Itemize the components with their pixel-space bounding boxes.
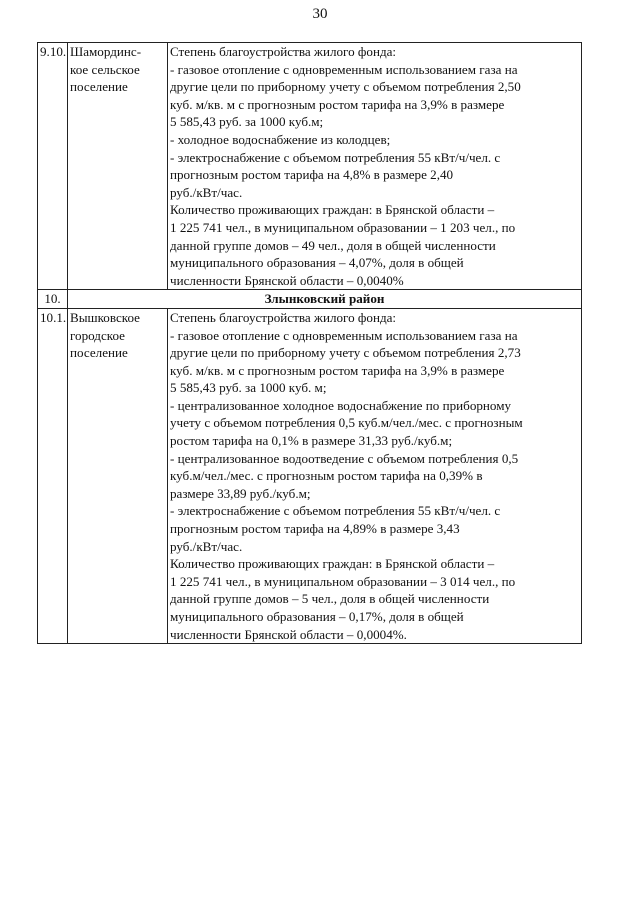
text-line: численности Брянской области – 0,0040% — [170, 272, 404, 288]
text-line: численности Брянской области – 0,0004%. — [170, 626, 407, 642]
row-number: 9.10. — [38, 43, 68, 290]
name-line: Шамординс- — [70, 44, 142, 59]
text-line: Количество проживающих граждан: в Брянской области – — [170, 556, 495, 572]
table-row — [38, 308, 582, 643]
text-line: - газовое отопление с одновременным использованием газа на — [170, 61, 518, 77]
text-line: данной группе домов – 5 чел., доля в общей численности — [170, 591, 490, 607]
text-line: 1 225 741 чел., в муниципальном образовании – 3 014 чел., по — [170, 573, 516, 589]
text-line: руб./кВт/час. — [170, 184, 243, 200]
text-line: куб. м/кв. м с прогнозным ростом тарифа на 3,9% в размере — [170, 96, 505, 112]
text-line: размере 33,89 руб./куб.м; — [170, 485, 311, 501]
description-cell — [168, 43, 582, 290]
text-line: прогнозным ростом тарифа на 4,89% в размере 3,43 — [170, 521, 460, 537]
name-line: поселение — [70, 79, 128, 95]
table-row — [38, 43, 582, 290]
text-line: Степень благоустройства жилого фонда: — [170, 309, 397, 325]
name-line: Вышковское — [70, 309, 140, 325]
settlement-name — [68, 43, 168, 290]
text-line: руб./кВт/час. — [170, 538, 243, 554]
text-line: Степень благоустройства жилого фонда: — [170, 44, 397, 59]
text-line: данной группе домов – 49 чел., доля в общей численности — [170, 237, 496, 253]
row-number: 10. — [38, 290, 68, 309]
settlement-name — [68, 308, 168, 643]
name-line: кое сельское — [70, 61, 140, 77]
text-line: учету с объемом потребления 0,5 куб.м/чел./мес. с прогнозным — [170, 415, 523, 431]
text-line: - централизованное холодное водоснабжение по приборному — [170, 397, 512, 413]
description-cell — [168, 308, 582, 643]
text-line: - централизованное водоотведение с объемом потребления 0,5 — [170, 450, 519, 466]
table-row — [38, 290, 582, 309]
text-line: муниципального образования – 4,07%, доля в общей — [170, 255, 464, 271]
text-line: куб. м/кв. м с прогнозным ростом тарифа на 3,9% в размере — [170, 362, 505, 378]
text-line: муниципального образования – 0,17%, доля в общей — [170, 609, 464, 624]
district-heading: Злынковский район — [68, 290, 582, 309]
text-line: - холодное водоснабжение из колодцев; — [170, 131, 391, 147]
row-number: 10.1. — [38, 308, 68, 643]
name-line: поселение — [70, 345, 128, 361]
text-line: прогнозным ростом тарифа на 4,8% в размере 2,40 — [170, 167, 454, 183]
text-line: куб.м/чел./мес. с прогнозным ростом тарифа на 0,39% в — [170, 468, 483, 484]
text-line: другие цели по приборному учету с объемом потребления 2,73 — [170, 345, 521, 361]
text-line: 5 585,43 руб. за 1000 куб.м; — [170, 114, 324, 130]
text-line: - газовое отопление с одновременным использованием газа на — [170, 327, 518, 343]
name-line: городское — [70, 327, 125, 343]
text-line: - электроснабжение с объемом потребления 55 кВт/ч/чел. с — [170, 149, 501, 165]
text-line: ростом тарифа на 0,1% в размере 31,33 руб./куб.м; — [170, 433, 453, 449]
text-line: 5 585,43 руб. за 1000 куб. м; — [170, 380, 327, 396]
text-line: другие цели по приборному учету с объемом потребления 2,50 — [170, 79, 521, 95]
text-line: 1 225 741 чел., в муниципальном образовании – 1 203 чел., по — [170, 219, 516, 235]
data-table — [37, 42, 582, 644]
text-line: - электроснабжение с объемом потребления 55 кВт/ч/чел. с — [170, 503, 501, 519]
page-number: 30 — [312, 6, 328, 22]
text-line: Количество проживающих граждан: в Брянской области – — [170, 202, 495, 218]
